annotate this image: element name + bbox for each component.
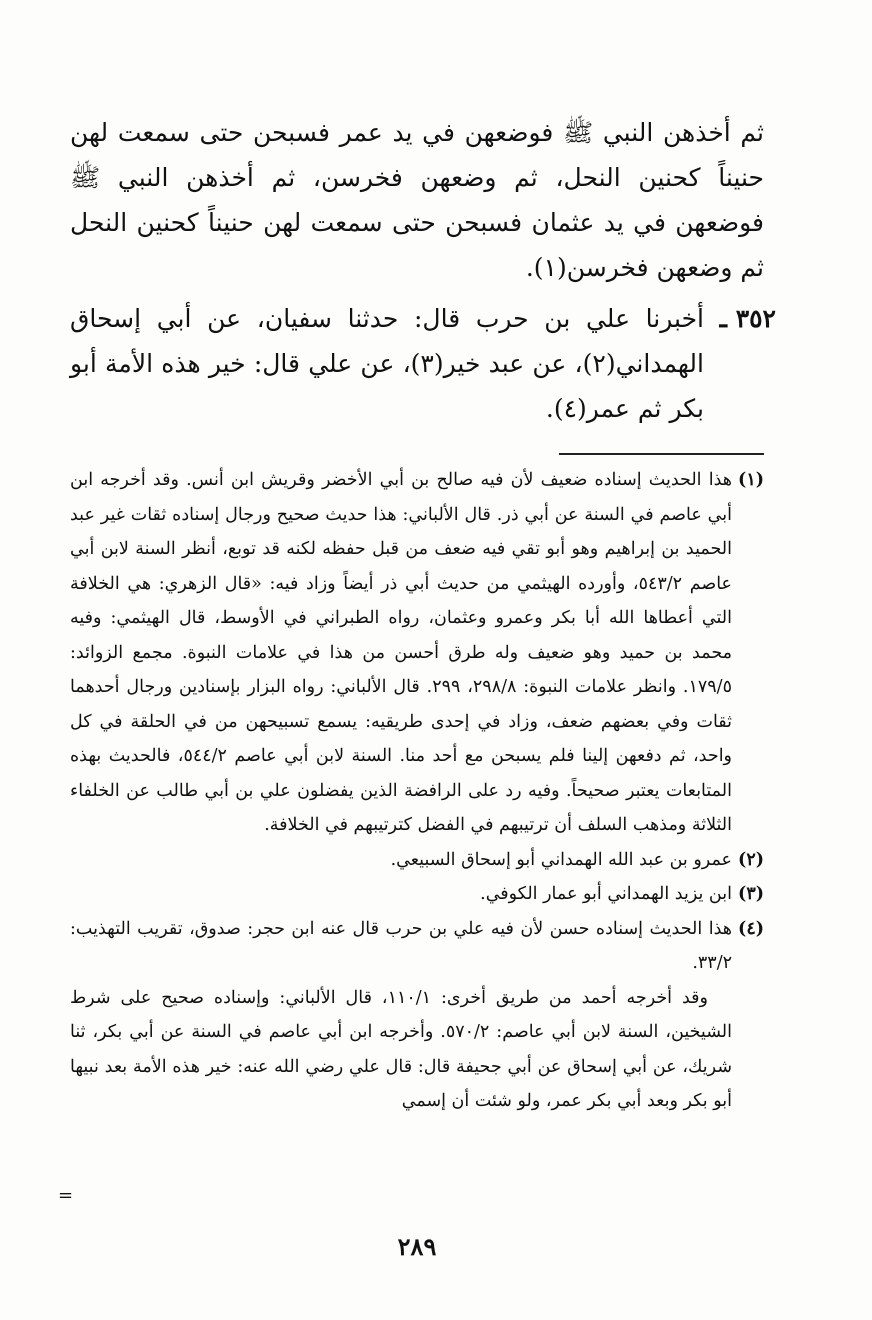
page-number: ٢٨٩ [397,1232,437,1261]
footnote-number: (١) [738,470,764,490]
paragraph-continuation: ثم أخذهن النبي ﷺ فوضعهن في يد عمر فسبحن حتى سمعت لهن حنيناً كحنين النحل، ثم وضعهن فخرسن، ثم أخذهن النبي ﷺ فوضعهن في يد عثمان فسبحن حتى سمعت لهن حنيناً كحنين النحل ثم وضعهن فخرسن(١). [70,118,764,282]
footnotes [70,463,764,1119]
footnote-text: عمرو بن عبد الله الهمداني أبو إسحاق السبيعي. [390,849,732,870]
hadith-352 [70,296,776,431]
footnote-4-continuation: وقد أخرجه أحمد من طريق أخرى: ١١٠/١، قال الألباني: وإسناده صحيح على شرط الشيخين، السنة لابن أبي عاصم: ٥٧٠/٢. وأخرجه ابن أبي عاصم في السنة عن أبي بكر، ثنا شريك، عن أبي إسحاق عن أبي جحيفة قال: قال علي رضي الله عنه: خير هذه الأمة بعد نبيها أبو بكر وبعد أبي بكر عمر، ولو شئت أن إسمي [70,987,732,1111]
footnote-1 [70,463,764,843]
hadith-text: أخبرنا علي بن حرب قال: حدثنا سفيان، عن أبي إسحاق الهمداني(٢)، عن عبد خير(٣)، عن علي قال: خير هذه الأمة أبو بكر ثم عمر(٤). [70,304,704,423]
footnote-3 [70,877,764,912]
footnote-number: (٢) [738,849,764,870]
continuation-mark: = [58,1185,74,1206]
footnote-text: هذا الحديث إسناده ضعيف لأن فيه صالح بن أبي الأخضر وقريش ابن أنس. وقد أخرجه ابن أبي عاصم في السنة عن أبي ذر. قال الألباني: هذا حديث صحيح ورجال إسناده ثقات غير عبد الحميد بن إبراهيم وهو أبو تقي فيه ضعف من قبل حفظه لكنه قد توبع، أنظر السنة لابن أبي عاصم ٥٤٣/٢، وأورده الهيثمي من حديث أبي ذر أيضاً وزاد فيه: «قال الزهري: هي الخلافة التي أعطاها الله أبا بكر وعمرو وعثمان، رواه الطبراني في الأوسط، قال الهيثمي: وفيه محمد بن حميد وهو ضعيف وله طرق أحسن من هذا في علامات النبوة. مجمع الزوائد: ١٧٩/٥. وانظر علامات النبوة: ٢٩٨/٨، ٢٩٩. قال الألباني: رواه البزار بإسنادين ورجال أحدهما ثقات وفي بعضهم ضعف، وزاد في إحدى طريقيه: يسمع تسبيحهن من في الحلقة في كل واحد، ثم دفعهن إلينا فلم يسبحن مع أحد منا. السنة لابن أبي عاصم ٥٤٤/٢، فالحديث بهذه المتابعات يعتبر صحيحاً. وفيه رد على الرافضة الذين يفضلون علي بن أبي طالب عن الخلفاء الثلاثة ومذهب السلف أن ترتيبهم في الفضل كترتيبهم في الخلافة. [70,470,733,835]
hadith-number: ٣٥٢ ـ [719,304,776,333]
footnote-number: (٣) [738,884,764,904]
footnote-text: ابن يزيد الهمداني أبو عمار الكوفي. [480,884,732,904]
footnote-number: (٤) [738,918,764,939]
footnote-4 [70,912,764,981]
book-page [58,0,776,1320]
footnote-text: هذا الحديث إسناده حسن لأن فيه علي بن حرب قال عنه ابن حجر: صدوق، تقريب التهذيب: ٣٣/٢. [70,918,732,973]
main-text [70,110,776,431]
footnote-2 [70,843,764,878]
footnote-divider [559,453,764,455]
